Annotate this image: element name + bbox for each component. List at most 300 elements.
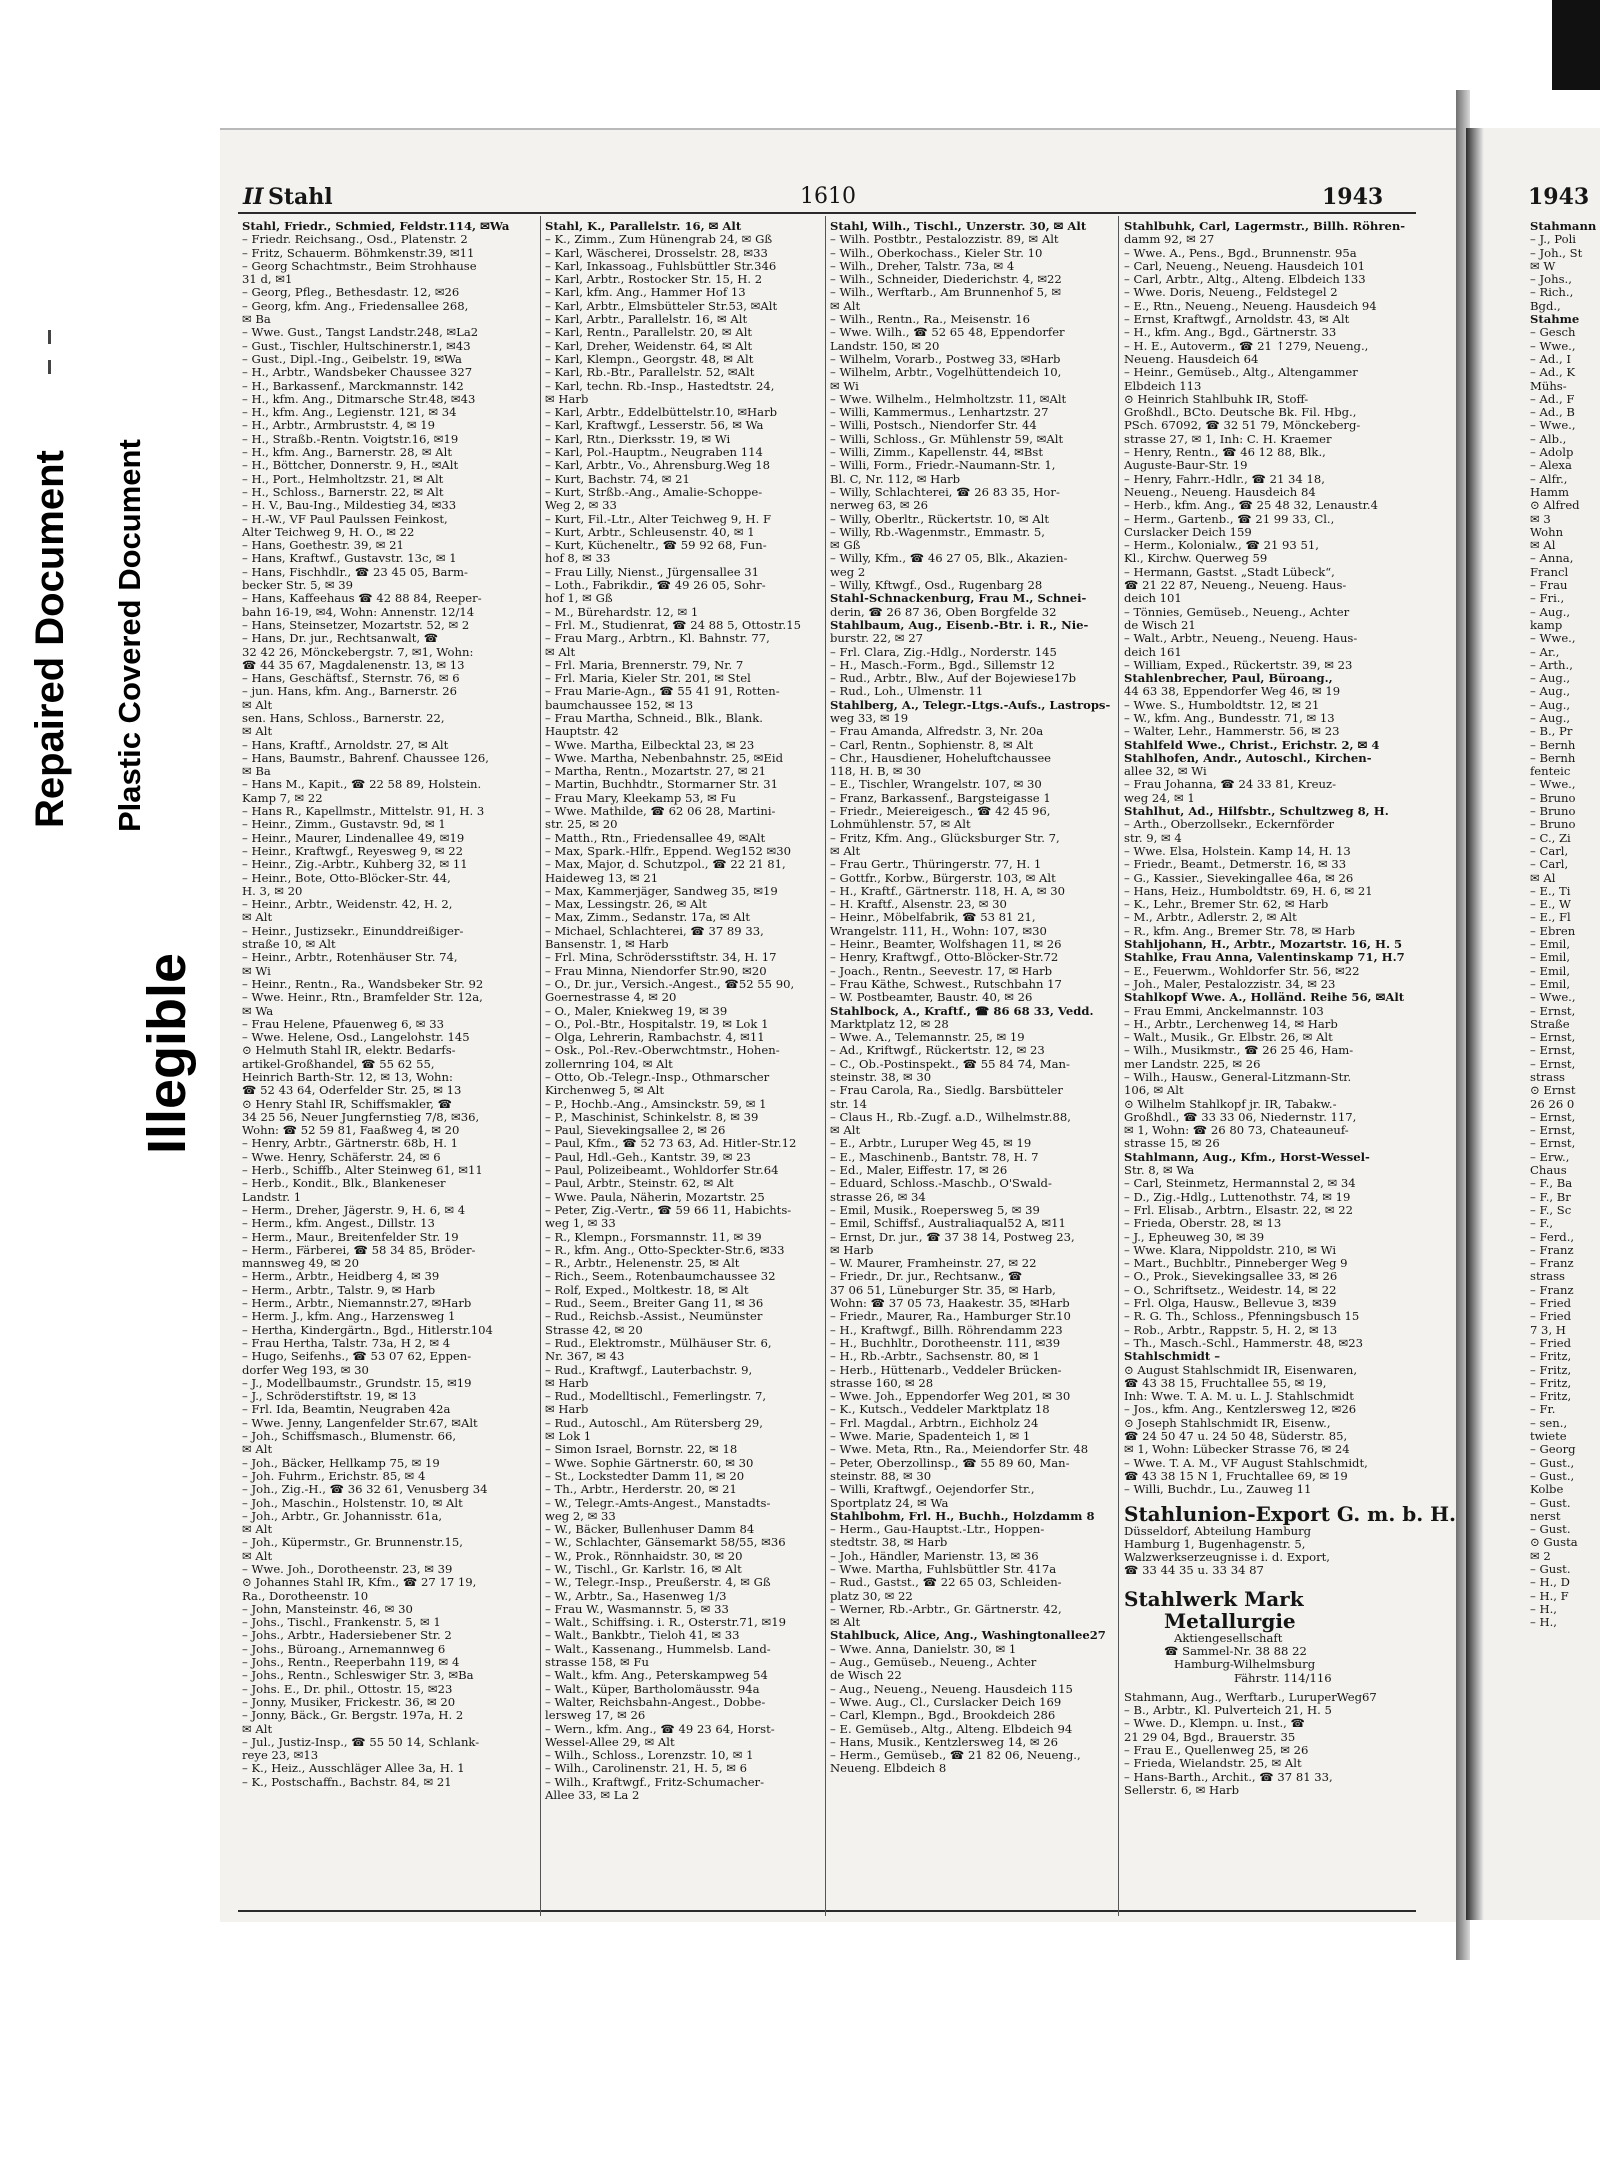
listing-entry: Francl [1530, 564, 1569, 579]
page-number: 1610 [800, 184, 856, 209]
listing-entry: – Walt., Bankbtr., Tieloh 41, ✉ 33 [545, 1628, 740, 1643]
listing-entry: – Kurt, Fil.-Ltr., Alter Teichweg 9, H. F [545, 511, 772, 526]
listing-entry: – Frau Marie-Agn., ☎ 55 41 91, Rotten- [545, 684, 780, 699]
listing-entry: – Aug., [1530, 604, 1571, 619]
listing-entry: – O., Dr. jur., Versich.-Angest., ☎52 55 90, [545, 976, 795, 991]
listing-entry: – H., [1530, 1601, 1557, 1616]
listing-entry: – Frau E., Quellenweg 25, ✉ 26 [1124, 1743, 1309, 1758]
listing-entry: – H. Kraftf., Alsenstr. 23, ✉ 30 [830, 897, 1007, 912]
listing-entry: Landstr. 150, ✉ 20 [830, 338, 940, 353]
listing-entry: – Carl, [1530, 857, 1569, 872]
listing-entry: – Carl, Arbtr., Altg., Alteng. Elbdeich 133 [1124, 272, 1366, 287]
listing-entry: – Georg, kfm. Ang., Friedensallee 268, [242, 298, 469, 313]
directory-column-1 [242, 220, 518, 1789]
listing-entry: – Carl, Neueng., Neueng. Hausdeich 101 [1124, 258, 1365, 273]
listing-entry: – Ernst, [1530, 1003, 1576, 1018]
advert-mark-line: Aktiengesellschaft [1174, 1630, 1283, 1645]
listing-entry: – Fr. [1530, 1402, 1556, 1417]
listing-entry: – Ed., Maler, Eiffestr. 17, ✉ 26 [830, 1163, 1008, 1178]
listing-entry: – Karl, Pol.-Hauptm., Neugraben 114 [545, 445, 763, 460]
listing-entry: ✉ Harb [545, 1402, 589, 1417]
listing-entry: – E., Tischler, Wrangelstr. 107, ✉ 30 [830, 777, 1042, 792]
listing-entry: dorfer Weg 193, ✉ 30 [242, 1362, 369, 1377]
listing-entry: – W., Tischl., Gr. Karlstr. 16, ✉ Alt [545, 1561, 742, 1576]
listing-entry: Neueng., Neueng. Hausdeich 84 [1124, 484, 1316, 499]
listing-entry: – Wwe. Klara, Nippoldstr. 210, ✉ Wi [1124, 1242, 1337, 1257]
section-word: Stahl [268, 184, 333, 210]
listing-entry: – Frl. Elisab., Arbtrn., Elsastr. 22, ✉ 22 [1124, 1202, 1353, 1217]
listing-entry: Stahl, K., Parallelstr. 16, ✉ Alt [545, 219, 742, 233]
listing-entry: – Ernst, Dr. jur., ☎ 37 38 14, Postweg 23, [830, 1229, 1075, 1244]
listing-entry: – Georg [1530, 1442, 1576, 1457]
listing-entry: ✉ Alt [242, 1548, 273, 1563]
listing-entry: – Bruno [1530, 790, 1576, 805]
listing-entry: – Wwe. Wilhelm., Helmholtzstr. 11, ✉Alt [830, 391, 1067, 406]
listing-entry: 37 06 51, Lüneburger Str. 35, ✉ Harb, [830, 1282, 1056, 1297]
listing-entry: strasse 26, ✉ 34 [830, 1189, 926, 1204]
listing-entry: – Emil, Schiffsf., Australiaqual52 A, ✉11 [830, 1216, 1066, 1231]
listing-entry: – Ernst, [1530, 1109, 1576, 1124]
listing-entry: – Fried [1530, 1335, 1572, 1350]
listing-entry: strasse 160, ✉ 28 [830, 1375, 934, 1390]
listing-entry: ✉ Harb [545, 391, 589, 406]
listing-entry: – Rich., Seem., Rotenbaumchaussee 32 [545, 1269, 776, 1284]
listing-entry: – Hans, Fischhdlr., ☎ 23 45 05, Barm- [242, 564, 468, 579]
listing-entry: – Wwe. A., Pens., Bgd., Brunnenstr. 95a [1124, 245, 1357, 260]
listing-entry: – H., kfm. Ang., Ditmarsche Str.48, ✉43 [242, 391, 476, 406]
listing-entry: – Henry, Rentn., ☎ 46 12 88, Blk., [1124, 445, 1326, 460]
listing-entry: – Rud., Reichsb.-Assist., Neumünster [545, 1309, 763, 1324]
listing-entry: Kamp 7, ✉ 22 [242, 790, 323, 805]
listing-entry: – Wwe. Anna, Danielstr. 30, ✉ 1 [830, 1641, 1017, 1656]
listing-entry: – Friedr., Maurer, Ra., Hamburger Str.10 [830, 1309, 1071, 1324]
listing-entry: – Willy, Schlachterei, ☎ 26 83 35, Hor- [830, 484, 1060, 499]
listing-entry: – Wwe. Helene, Osd., Langelohstr. 145 [242, 1030, 470, 1045]
listing-entry: ✉ 1, Wohn: ☎ 26 80 73, Chateauneuf- [1124, 1123, 1349, 1138]
listing-entry: hof 8, ✉ 33 [545, 551, 611, 566]
listing-entry: Mühs- [1530, 378, 1567, 393]
listing-entry: – Hans, Dr. jur., Rechtsanwalt, ☎ [242, 631, 439, 646]
listing-entry: – Th., Masch.-Schl., Hammerstr. 48, ✉23 [1124, 1335, 1363, 1350]
listing-entry: – Paul, Arbtr., Steinstr. 62, ✉ Alt [545, 1176, 734, 1191]
listing-entry: Weg 2, ✉ 33 [545, 498, 617, 513]
listing-entry: – Wilh., Dreher, Talstr. 73a, ✉ 4 [830, 258, 1015, 273]
listing-entry: – Walt., kfm. Ang., Peterskampweg 54 [545, 1668, 768, 1683]
listing-entry: – Walt., Schiffsing. i. R., Osterstr.71, ✉19 [545, 1615, 787, 1630]
listing-entry: – Wilh., Oberkochass., Kieler Str. 10 [830, 245, 1043, 260]
advert-mark-line: Hamburg-Wilhelmsburg [1174, 1657, 1316, 1672]
listing-entry: – Aug., Neueng., Neueng. Hausdeich 115 [830, 1681, 1073, 1696]
listing-entry: – Chr., Hausdiener, Hoheluftchaussee [830, 750, 1052, 765]
listing-entry: – Wilh., Kraftwgf., Fritz-Schumacher- [545, 1774, 765, 1789]
listing-entry: – Wilh., Schneider, Diederichstr. 4, ✉22 [830, 272, 1062, 287]
listing-entry: 26 26 0 [1530, 1096, 1575, 1111]
listing-entry: – Arth., Oberzollsekr., Eckernförder [1124, 817, 1335, 832]
listing-entry: – Herm., Gau-Hauptst.-Ltr., Hoppen- [830, 1522, 1045, 1537]
listing-entry: Hamm [1530, 484, 1570, 499]
listing-entry: – Fri., [1530, 591, 1565, 606]
listing-entry: 32 42 26, Mönckebergstr. 7, ✉1, Wohn: [242, 644, 474, 659]
listing-entry: – H., [1530, 1615, 1557, 1630]
listing-entry: Wohn: ☎ 37 05 73, Haakestr. 35, ✉Harb [830, 1296, 1070, 1311]
listing-entry: allee 32, ✉ Wi [1124, 764, 1207, 779]
listing-entry: – Fritz, [1530, 1349, 1572, 1364]
listing-entry: – Herm. J., kfm. Ang., Harzensweg 1 [242, 1309, 456, 1324]
listing-entry: – Herm., Arbtr., Talstr. 9, ✉ Harb [242, 1282, 436, 1297]
listing-entry: – Ad., Kriftwgf., Rückertstr. 12, ✉ 23 [830, 1043, 1045, 1058]
listing-entry: Wrangelstr. 111, H., Wohn: 107, ✉30 [830, 923, 1047, 938]
listing-entry: – H.-W., VF Paul Paulssen Feinkost, [242, 511, 448, 526]
listing-entry: – Ferd., [1530, 1229, 1575, 1244]
listing-entry: – Heinr., Zig.-Arbtr., Kuhberg 32, ✉ 11 [242, 857, 468, 872]
listing-entry: ✉ Alt [830, 843, 861, 858]
listing-entry: – Herm., Maur., Breitenfelder Str. 19 [242, 1229, 459, 1244]
listing-entry: – B., Pr [1530, 724, 1573, 739]
listing-entry: twiete [1530, 1429, 1567, 1444]
listing-entry: – Wilh., Werftarb., Am Brunnenhof 5, ✉ [830, 285, 1062, 300]
listing-entry: – Karl, Wäscherei, Drosselstr. 28, ✉33 [545, 245, 768, 260]
listing-entry: – Walt., Arbtr., Neueng., Neueng. Haus- [1124, 631, 1358, 646]
listing-entry: – O., Maler, Kniekweg 19, ✉ 39 [545, 1003, 728, 1018]
listing-entry: – Frau Hertha, Talstr. 73a, H 2, ✉ 4 [242, 1335, 451, 1350]
listing-entry: – Aug., [1530, 671, 1571, 686]
listing-entry: ✉ Alt [242, 1721, 273, 1736]
listing-entry: – Frau Emmi, Anckelmannstr. 103 [1124, 1003, 1324, 1018]
listing-entry: Stahlenbrecher, Paul, Büroang., [1124, 671, 1333, 686]
listing-entry: – H., Böttcher, Donnerstr. 9, H., ✉Alt [242, 458, 459, 473]
listing-entry: weg 2, ✉ 33 [545, 1508, 616, 1523]
page-gutter [1466, 128, 1484, 1920]
listing-entry: – Herm., Arbtr., Heidberg 4, ✉ 39 [242, 1269, 440, 1284]
listing-entry: – Jos., kfm. Ang., Kentzlersweg 12, ✉26 [1124, 1402, 1357, 1417]
listing-entry: ✉ Alt [242, 697, 273, 712]
listing-entry: Auguste-Baur-Str. 19 [1124, 458, 1248, 473]
listing-entry: Stahme [1530, 312, 1580, 327]
listing-entry: Bgd., [1530, 298, 1561, 313]
listing-entry: Neueng. Hausdeich 64 [1124, 351, 1259, 366]
listing-entry: Landstr. 1 [242, 1189, 302, 1204]
listing-entry: – Willi, Buchdr., Lu., Zauweg 11 [1124, 1482, 1312, 1497]
listing-entry: – Frau Minna, Niendorfer Str.90, ✉20 [545, 963, 767, 978]
listing-entry: – E., Fl [1530, 910, 1571, 925]
listing-entry: – Joh., Zig.-H., ☎ 36 32 61, Venusberg 34 [242, 1482, 488, 1497]
listing-entry: – Ad., I [1530, 351, 1571, 366]
listing-entry: – Frieda, Wielandstr. 25, ✉ Alt [1124, 1756, 1302, 1771]
listing-entry: – Wwe. Heinr., Rtn., Bramfelder Str. 12a, [242, 990, 483, 1005]
listing-entry: – Ernst, Kraftwgf., Arnoldstr. 43, ✉ Alt [1124, 312, 1350, 327]
listing-entry: Stahmann [1530, 219, 1597, 233]
listing-entry: Heinrich Barth-Str. 12, ✉ 13, Wohn: [242, 1070, 453, 1084]
listing-entry: – Friedr., Meiereigesch., ☎ 42 45 96, [830, 804, 1051, 819]
listing-entry: – Franz [1530, 1282, 1574, 1297]
listing-entry: – Ad., B [1530, 405, 1575, 420]
listing-entry: – Friedr. Reichsang., Osd., Platenstr. 2 [242, 232, 468, 247]
listing-entry: – Rob., Arbtr., Rappstr. 5, H. 2, ✉ 13 [1124, 1322, 1338, 1337]
listing-entry: – Hans-Barth., Archit., ☎ 37 81 33, [1124, 1769, 1333, 1784]
listing-entry: – John, Mansteinstr. 46, ✉ 30 [242, 1601, 413, 1616]
listing-entry: – H., Barkassenf., Marckmannstr. 142 [242, 378, 464, 393]
listing-entry: – Hans, Geschäftsf., Sternstr. 76, ✉ 6 [242, 671, 460, 686]
listing-entry: – K., Zimm., Zum Hünengrab 24, ✉ Gß [545, 232, 773, 247]
listing-entry: Stahlbuhk, Carl, Lagermstr., Billh. Röhren- [1124, 219, 1406, 233]
listing-entry: – H., Schloss., Barnerstr. 22, ✉ Alt [242, 484, 444, 499]
advert-union-line: ☎ 33 44 35 u. 33 34 87 [1124, 1563, 1264, 1578]
listing-entry: – K., Heiz., Ausschläger Allee 3a, H. 1 [242, 1761, 465, 1776]
listing-entry: Stahljohann, H., Arbtr., Mozartstr. 16, H. 5 [1124, 937, 1403, 952]
listing-entry: – Heinr., Kraftwgf., Reyesweg 9, ✉ 22 [242, 843, 464, 858]
listing-entry: 118, H. B, ✉ 30 [830, 764, 922, 779]
listing-entry: ⊙ August Stahlschmidt IR, Eisenwaren, [1124, 1362, 1358, 1377]
listing-entry: – Joh. Fuhrm., Erichstr. 85, ✉ 4 [242, 1468, 426, 1483]
listing-entry: – Wwe., [1530, 631, 1576, 646]
listing-entry: – Frl. Ida, Beamtin, Neugraben 42a [242, 1402, 451, 1417]
listing-entry: Stahmann, Aug., Werftarb., LuruperWeg67 [1124, 1689, 1377, 1704]
listing-entry: – Wwe. Meta, Rtn., Ra., Meiendorfer Str. 48 [830, 1442, 1089, 1457]
listing-entry: – H., Arbtr., Lerchenweg 14, ✉ Harb [1124, 1016, 1338, 1031]
listing-entry: – Bruno [1530, 804, 1576, 819]
listing-entry: 34 25 56, Neuer Jungfernstieg 7/8, ✉36, [242, 1109, 480, 1124]
listing-entry: – Fritz, [1530, 1362, 1572, 1377]
listing-entry: Wohn [1530, 524, 1564, 539]
listing-entry: ☎ 43 38 15, Fruchtallee 55, ✉ 19, [1124, 1375, 1327, 1390]
listing-entry: ⊙ Henry Stahl IR, Schiffsmakler, ☎ [242, 1096, 453, 1111]
listing-entry: – P., Hochb.-Ang., Amsinckstr. 59, ✉ 1 [545, 1096, 767, 1111]
listing-entry: – Rud., Seem., Breiter Gang 11, ✉ 36 [545, 1296, 764, 1311]
listing-entry: – Karl, Dreher, Weidenstr. 64, ✉ Alt [545, 338, 753, 353]
listing-entry: – B., Arbtr., Kl. Pulverteich 21, H. 5 [1124, 1703, 1332, 1718]
listing-entry: – Fritz, Schauerm. Böhmkenstr.39, ✉11 [242, 245, 475, 260]
listing-entry: – Franz, Barkassenf., Bargsteigasse 1 [830, 790, 1051, 805]
listing-entry: – Wwe. Elsa, Holstein. Kamp 14, H. 13 [1124, 843, 1351, 858]
listing-entry: – Wwe. Joh., Dorotheenstr. 23, ✉ 39 [242, 1561, 453, 1576]
listing-entry: ✉ 2 [1530, 1548, 1551, 1563]
listing-entry: – Johs., Rentn., Schleswiger Str. 3, ✉Ba [242, 1668, 474, 1683]
listing-entry: becker Str. 5, ✉ 39 [242, 578, 354, 593]
listing-entry: – Joh., Maler, Pestalozzistr. 34, ✉ 23 [1124, 976, 1336, 991]
listing-entry: Stahlhofen, Andr., Autoschl., Kirchen- [1124, 750, 1372, 765]
listing-entry: – Hans, Steinsetzer, Mozartstr. 52, ✉ 2 [242, 617, 470, 632]
listing-entry: – E., W [1530, 897, 1571, 912]
listing-entry: – Fried [1530, 1309, 1572, 1324]
listing-entry: steinstr. 88, ✉ 30 [830, 1468, 932, 1483]
section-letter: II [243, 184, 264, 210]
listing-entry: – Paul, Kfm., ☎ 52 73 63, Ad. Hitler-Str.12 [545, 1136, 797, 1151]
listing-entry: Kirchenweg 5, ✉ Alt [545, 1083, 664, 1098]
listing-entry: – Hans R., Kapellmstr., Mittelstr. 91, H. 3 [242, 804, 485, 819]
listing-entry: Haideweg 13, ✉ 21 [545, 870, 659, 885]
listing-entry: – Simon Israel, Bornstr. 22, ✉ 18 [545, 1442, 738, 1457]
listing-entry: – Tönnies, Gemüseb., Neueng., Achter [1124, 604, 1350, 619]
listing-entry: – H., Arbtr., Armbruststr. 4, ✉ 19 [242, 418, 436, 433]
listing-entry: – Erw., [1530, 1149, 1570, 1164]
listing-entry: ✉ Ba [242, 764, 271, 779]
listing-entry: Stahlhut, Ad., Hilfsbtr., Schultzweg 8, H. [1124, 804, 1389, 819]
listing-entry: – Gust., Dipl.-Ing., Geibelstr. 19, ✉Wa [242, 351, 462, 366]
listing-entry: – W., Bäcker, Bullenhuser Damm 84 [545, 1522, 755, 1537]
listing-entry: – Eduard, Schloss.-Maschb., O'Swald- [830, 1176, 1052, 1191]
listing-entry: – Max, Zimm., Sedanstr. 17a, ✉ Alt [545, 910, 751, 925]
listing-entry: – Kurt, Kücheneltr., ☎ 59 92 68, Fun- [545, 538, 767, 553]
listing-entry: – Wilh. Postbtr., Pestalozzistr. 89, ✉ Alt [830, 232, 1059, 247]
listing-entry: – Bernh [1530, 750, 1576, 765]
listing-entry: – Alfr., [1530, 471, 1568, 486]
listing-entry: – H., Straßb.-Rentn. Voigtstr.16, ✉19 [242, 431, 459, 446]
listing-entry: – Matth., Rtn., Friedensallee 49, ✉Alt [545, 830, 766, 845]
listing-entry: zollernring 104, ✉ Alt [545, 1056, 673, 1071]
listing-entry: – Paul, Polizeibeamt., Wohldorfer Str.64 [545, 1163, 779, 1178]
listing-entry: – Peter, Oberzollinsp., ☎ 55 89 60, Man- [830, 1455, 1070, 1470]
listing-entry: Alter Teichweg 9, H. O., ✉ 22 [242, 524, 415, 539]
listing-entry: – Martha, Rentn., Mozartstr. 27, ✉ 21 [545, 764, 767, 779]
listing-entry: – R., kfm. Ang., Bremer Str. 78, ✉ Harb [1124, 923, 1356, 938]
listing-entry: – Heinr., Arbtr., Weidenstr. 42, H. 2, [242, 897, 453, 912]
listing-entry: – K., Kutsch., Veddeler Marktplatz 18 [830, 1402, 1050, 1417]
listing-entry: – O., Schriftsetz., Weidestr. 14, ✉ 22 [1124, 1282, 1337, 1297]
listing-entry: – Willy, Rb.-Wagenmstr., Emmastr. 5, [830, 524, 1045, 539]
listing-entry: ✉ Lok 1 [545, 1429, 592, 1444]
listing-entry: – Rud., Arbtr., Blw., Auf der Bojewiese17b [830, 671, 1077, 686]
listing-entry: Kolbe [1530, 1482, 1564, 1497]
listing-entry: – Carl, [1530, 843, 1569, 858]
listing-entry: – Fried [1530, 1296, 1572, 1311]
listing-entry: – Karl, Arbtr., Elmsbütteler Str.53, ✉Alt [545, 298, 778, 313]
listing-entry: derin, ☎ 26 87 36, Oben Borgfelde 32 [830, 604, 1057, 619]
listing-entry: – Herm., kfm. Angest., Dillstr. 13 [242, 1216, 435, 1231]
plastic-covered-label: Plastic Covered Document [112, 439, 147, 832]
listing-entry: – Carl, Rentn., Sophienstr. 8, ✉ Alt [830, 737, 1034, 752]
listing-entry: – Willi, Schloss., Gr. Mühlenstr 59, ✉Alt [830, 431, 1064, 446]
listing-entry: – Herm., Arbtr., Niemannstr.27, ✉Harb [242, 1296, 472, 1311]
listing-entry: – Franz [1530, 1242, 1574, 1257]
listing-entry: – H., Masch.-Form., Bgd., Sillemstr 12 [830, 657, 1055, 672]
listing-entry: – Hertha, Kindergärtn., Bgd., Hitlerstr.104 [242, 1322, 493, 1337]
listing-entry: lersweg 17, ✉ 26 [545, 1708, 646, 1723]
listing-entry: – M., Arbtr., Adlerstr. 2, ✉ Alt [1124, 910, 1297, 925]
listing-entry: baumchaussee 152, ✉ 13 [545, 697, 694, 712]
page-year: 1943 [1322, 184, 1384, 210]
listing-entry: ✉ Alt [242, 724, 273, 739]
listing-entry: – P., Maschinist, Schinkelstr. 8, ✉ 39 [545, 1109, 759, 1124]
listing-entry: – Wwe. Sophie Gärtnerstr. 60, ✉ 30 [545, 1455, 754, 1470]
listing-entry: – Ebren [1530, 923, 1576, 938]
listing-entry: – sen., [1530, 1415, 1568, 1430]
listing-entry: ⊙ Johannes Stahl IR, Kfm., ☎ 27 17 19, [242, 1575, 477, 1590]
listing-entry: Curslacker Deich 159 [1124, 524, 1252, 539]
listing-entry: – Gust., Tischler, Hultschinerstr.1, ✉43 [242, 338, 471, 353]
listing-entry: – E., Arbtr., Luruper Weg 45, ✉ 19 [830, 1136, 1032, 1151]
listing-entry: – Frau Helene, Pfauenweg 6, ✉ 33 [242, 1016, 444, 1031]
listing-entry: – Frl. Maria, Brennerstr. 79, Nr. 7 [545, 657, 744, 672]
listing-entry: – W. Maurer, Framheinstr. 27, ✉ 22 [830, 1256, 1037, 1271]
listing-entry: ✉ Al [1530, 870, 1556, 885]
listing-entry: – Wilh., Rentn., Ra., Meisenstr. 16 [830, 312, 1031, 327]
listing-entry: – Wwe. S., Humboldtstr. 12, ✉ 21 [1124, 697, 1320, 712]
listing-entry: – Kurt, Arbtr., Schleusenstr. 40, ✉ 1 [545, 524, 755, 539]
listing-entry: – Wwe. Wilh., ☎ 52 65 48, Eppendorfer [830, 325, 1065, 340]
listing-entry: strasse 15, ✉ 26 [1124, 1136, 1220, 1151]
listing-entry: – Herb., Hüttenarb., Veddeler Brücken- [830, 1362, 1062, 1377]
listing-entry: ☎ 52 43 64, Oderfelder Str. 25, ✉ 13 [242, 1083, 462, 1098]
next-page-year: 1943 [1528, 184, 1590, 210]
listing-entry: H. 3, ✉ 20 [242, 883, 303, 898]
listing-entry: – Georg Schachtmstr., Beim Strohhause [242, 258, 477, 273]
listing-entry: ☎ 43 38 15 N 1, Fruchtallee 69, ✉ 19 [1124, 1468, 1348, 1483]
listing-entry: – Frau W., Wasmannstr. 5, ✉ 33 [545, 1601, 729, 1616]
listing-entry: – Kurt, Strßb.-Ang., Amalie-Schoppe- [545, 484, 763, 499]
listing-entry: – J., Poli [1530, 232, 1577, 247]
listing-entry: – Heinr., Arbtr., Rotenhäuser Str. 74, [242, 950, 458, 965]
listing-entry: Ra., Dorotheenstr. 10 [242, 1588, 369, 1603]
listing-entry: ✉ Wi [242, 963, 271, 978]
listing-entry: – Heinr., Beamter, Wolfshagen 11, ✉ 26 [830, 937, 1062, 952]
listing-entry: – Heinr., Gemüseb., Altg., Altengammer [1124, 365, 1358, 380]
listing-entry: – Herb., kfm. Ang., ☎ 25 48 32, Lenaustr.4 [1124, 498, 1378, 513]
advert-mark-line: ☎ Sammel-Nr. 38 88 22 [1164, 1643, 1307, 1658]
listing-entry: – Loth., Fabrikdir., ☎ 49 26 05, Sohr- [545, 578, 766, 593]
listing-entry: weg 33, ✉ 19 [830, 710, 909, 725]
listing-entry: – Wilhelm, Arbtr., Vogelhüttendeich 10, [830, 365, 1062, 380]
listing-entry: Bansenstr. 1, ✉ Harb [545, 937, 669, 952]
listing-entry: ✉ 3 [1530, 511, 1551, 526]
listing-entry: – Fritz, Kfm. Ang., Glücksburger Str. 7, [830, 830, 1060, 845]
listing-entry: Sellerstr. 6, ✉ Harb [1124, 1782, 1240, 1797]
listing-entry: – Osk., Pol.-Rev.-Oberwchtmstr., Hohen- [545, 1043, 780, 1058]
listing-entry: – Joh., Bäcker, Hellkamp 75, ✉ 19 [242, 1455, 440, 1470]
listing-entry: – Aug., Gemüseb., Neueng., Achter [830, 1655, 1037, 1670]
listing-entry: Stahlkopf Wwe. A., Holländ. Reihe 56, ✉Alt [1124, 990, 1405, 1005]
listing-entry: Chaus [1530, 1163, 1567, 1178]
listing-entry: – Wilhelm, Vorarb., Postweg 33, ✉Harb [830, 351, 1061, 366]
listing-entry: – Karl, Arbtr., Parallelstr. 16, ✉ Alt [545, 312, 748, 327]
listing-entry: – Frau Marg., Arbtrn., Kl. Bahnstr. 77, [545, 631, 770, 646]
illegible-label: Illegible [137, 952, 197, 1154]
listing-entry: – Wwe. Martha, Fuhlsbüttler Str. 417a [830, 1561, 1057, 1576]
listing-entry: Kl., Kirchw. Querweg 59 [1124, 551, 1268, 566]
listing-entry: – Hans, Kaffeehaus ☎ 42 88 84, Reeper- [242, 591, 482, 606]
listing-entry: – Jonny, Bäck., Gr. Bergstr. 197a, H. 2 [242, 1708, 464, 1723]
listing-entry: – Willi, Postsch., Niendorfer Str. 44 [830, 418, 1037, 433]
listing-entry: Allee 33, ✉ La 2 [545, 1788, 640, 1803]
listing-entry: – Ernst, [1530, 1056, 1576, 1071]
listing-entry: Stahlfeld Wwe., Christ., Erichstr. 2, ✉ 4 [1124, 737, 1380, 752]
listing-entry: ✉ Alt [545, 644, 576, 659]
listing-entry: – Wwe. Mathilde, ☎ 62 06 28, Martini- [545, 804, 776, 819]
listing-entry: – Frau Martha, Schneid., Blk., Blank. [545, 710, 763, 725]
listing-entry: Nr. 367, ✉ 43 [545, 1349, 625, 1364]
listing-entry: – Frl. M., Studienrat, ☎ 24 88 5, Ottostr.15 [545, 617, 801, 632]
advert-mark-title: Stahlwerk Mark [1124, 1586, 1304, 1611]
listing-entry: – Walt., Küper, Bartholomäusstr. 94a [545, 1681, 760, 1696]
advert-union-line: Hamburg 1, Bugenhagenstr. 5, [1124, 1536, 1306, 1551]
listing-entry: – Wwe. Jenny, Langenfelder Str.67, ✉Alt [242, 1415, 478, 1430]
listing-entry: – Wwe. Paula, Näherin, Mozartstr. 25 [545, 1189, 765, 1204]
listing-entry: – Olga, Lehrerin, Rambachstr. 4, ✉11 [545, 1030, 765, 1045]
listing-entry: – W., Arbtr., Sa., Hasenweg 1/3 [545, 1588, 727, 1603]
listing-entry: 7 3, H [1530, 1322, 1566, 1337]
listing-entry: Hauptstr. 42 [545, 724, 619, 739]
listing-entry: Strasse 42, ✉ 20 [545, 1322, 643, 1337]
listing-entry: – Karl, Rb.-Btr., Parallelstr. 52, ✉Alt [545, 365, 755, 380]
listing-entry: bahn 16-19, ✉4, Wohn: Annenstr. 12/14 [242, 604, 475, 619]
listing-entry: – Anna, [1530, 551, 1574, 566]
listing-entry: – Wern., kfm. Ang., ☎ 49 23 64, Horst- [545, 1721, 775, 1736]
listing-entry: – William, Exped., Rückertstr. 39, ✉ 23 [1124, 657, 1353, 672]
scan-corner [1552, 0, 1600, 90]
listing-entry: – Joh., Maschin., Holstenstr. 10, ✉ Alt [242, 1495, 463, 1510]
listing-entry: – W., Telegr.-Insp., Preußerstr. 4, ✉ Gß [545, 1575, 771, 1590]
listing-entry: – F., [1530, 1216, 1554, 1231]
listing-entry: Stahlberg, A., Telegr.-Ltgs.-Aufs., Lastrops- [830, 697, 1111, 712]
